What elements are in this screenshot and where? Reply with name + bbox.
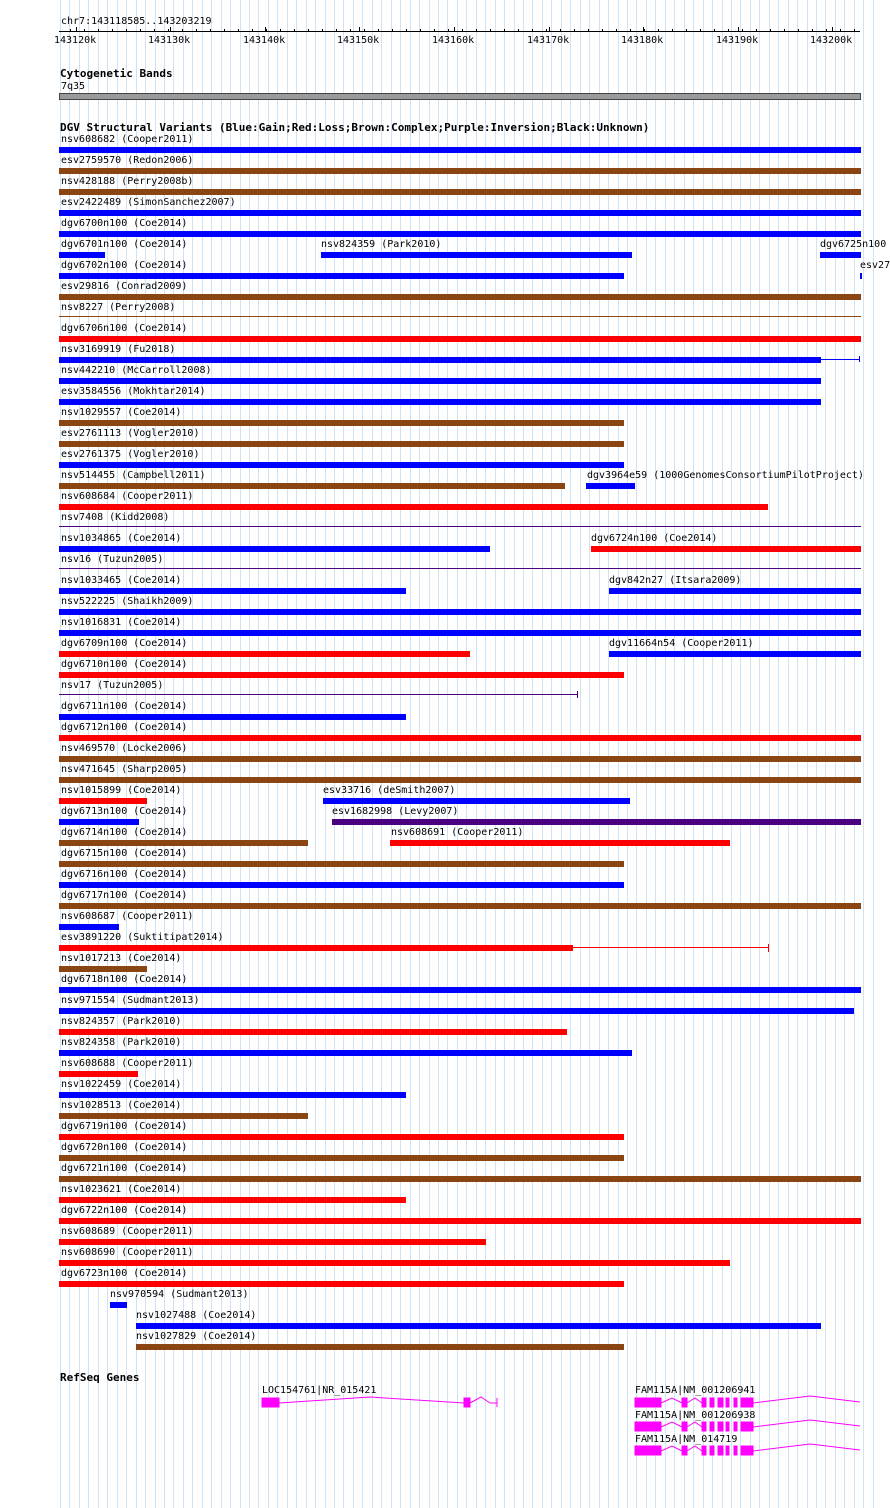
ruler-strand-mark [350, 29, 351, 31]
variant-bar[interactable] [59, 1071, 138, 1077]
gene-model-fam115a-2[interactable] [635, 1420, 860, 1431]
variant-bar[interactable] [59, 1134, 624, 1140]
ruler-strand-mark [770, 29, 771, 31]
variant-bar[interactable] [59, 1113, 308, 1119]
variant-bar[interactable] [59, 588, 406, 594]
ruler-strand-mark [826, 29, 827, 31]
ruler-strand-mark [854, 29, 855, 31]
ruler-strand-mark [546, 29, 547, 31]
variant-bar[interactable] [110, 1302, 127, 1308]
grid-line [740, 0, 741, 1508]
variant-bar[interactable] [59, 1176, 861, 1182]
ruler-tick [359, 27, 360, 32]
variant-label[interactable]: dgv6709n100 (Coe2014) [61, 638, 188, 649]
variant-tail [573, 947, 768, 948]
ruler-strand-mark [112, 29, 113, 31]
ruler-strand-mark [392, 29, 393, 31]
variant-bar[interactable] [59, 147, 861, 153]
ruler-strand-mark [294, 29, 295, 31]
variant-label[interactable]: esv33716 (deSmith2007) [323, 785, 456, 796]
ruler-strand-mark [322, 29, 323, 31]
variant-label[interactable]: nsv3169919 (Fu2018) [61, 344, 176, 355]
variant-end-tick [577, 691, 578, 698]
grid-line [750, 0, 751, 1508]
variant-bar[interactable] [59, 231, 861, 237]
variant-label[interactable]: nsv16 (Tuzun2005) [61, 554, 164, 565]
variant-bar[interactable] [59, 316, 861, 317]
variant-bar[interactable] [59, 378, 821, 384]
ruler-strand-mark [266, 29, 267, 31]
variant-bar[interactable] [59, 840, 308, 846]
grid-line [646, 0, 647, 1508]
variant-label[interactable]: nsv608689 (Cooper2011) [61, 1226, 194, 1237]
variant-bar[interactable] [59, 399, 821, 405]
variant-label[interactable]: nsv469570 (Locke2006) [61, 743, 188, 754]
ruler-strand-mark [700, 29, 701, 31]
variant-label[interactable]: esv3891220 (Suktitipat2014) [61, 932, 224, 943]
variant-bar[interactable] [59, 966, 147, 972]
ruler-strand-mark [630, 29, 631, 31]
grid-line [863, 0, 864, 1508]
ruler-strand-mark [686, 29, 687, 31]
variant-bar[interactable] [390, 840, 730, 846]
variant-bar[interactable] [59, 819, 139, 825]
variant-label[interactable]: nsv1022459 (Coe2014) [61, 1079, 182, 1090]
ruler-strand-mark [658, 29, 659, 31]
variant-label[interactable]: nsv7408 (Kidd2008) [61, 512, 170, 523]
gene-model-fam115a-1[interactable] [635, 1396, 860, 1407]
variant-bar[interactable] [332, 819, 861, 825]
ruler-strand-mark [238, 29, 239, 31]
grid-line [722, 0, 723, 1508]
ruler-strand-mark [84, 29, 85, 31]
ruler-strand-mark [364, 29, 365, 31]
variant-label[interactable]: dgv6720n100 (Coe2014) [61, 1142, 188, 1153]
variant-bar[interactable] [59, 1218, 861, 1224]
ruler-tick-label: 143200k [810, 35, 853, 46]
variant-bar[interactable] [59, 924, 119, 930]
variant-label[interactable]: dgv6723n100 (Coe2014) [61, 1268, 188, 1279]
variant-label[interactable]: nsv1015899 (Coe2014) [61, 785, 182, 796]
grid-line [627, 0, 628, 1508]
variant-bar[interactable] [591, 546, 861, 552]
ruler-tick [549, 27, 550, 32]
ruler-strand-mark [182, 29, 183, 31]
variant-label[interactable]: nsv1016831 (Coe2014) [61, 617, 182, 628]
variant-bar[interactable] [321, 252, 632, 258]
ruler-strand-mark [588, 29, 589, 31]
variant-tail-end [768, 944, 769, 952]
gene-label-loc154761[interactable]: LOC154761|NR_015421 [262, 1385, 377, 1396]
variant-label[interactable]: dgv6701n100 (Coe2014) [61, 239, 188, 250]
variant-bar[interactable] [59, 294, 861, 300]
ruler-strand-mark [490, 29, 491, 31]
variant-bar[interactable] [59, 630, 861, 636]
variant-label[interactable]: nsv608690 (Cooper2011) [61, 1247, 194, 1258]
variant-bar[interactable] [59, 568, 861, 569]
variant-bar[interactable] [59, 273, 624, 279]
ruler-tick-label: 143170k [527, 35, 570, 46]
variant-tail-end [859, 356, 860, 362]
grid-line [825, 0, 826, 1508]
ruler-tick-label: 143140k [243, 35, 286, 46]
variant-label[interactable]: dgv6721n100 (Coe2014) [61, 1163, 188, 1174]
ruler-strand-mark [714, 29, 715, 31]
ruler-strand-mark [840, 29, 841, 31]
grid-line [693, 0, 694, 1508]
ruler-strand-mark [518, 29, 519, 31]
ruler-strand-mark [756, 29, 757, 31]
variant-label[interactable]: dgv6718n100 (Coe2014) [61, 974, 188, 985]
variant-label[interactable]: nsv1033465 (Coe2014) [61, 575, 182, 586]
grid-line [712, 0, 713, 1508]
variant-bar[interactable] [59, 1155, 624, 1161]
gene-model-loc154761[interactable] [262, 1397, 497, 1407]
variant-bar[interactable] [59, 1008, 854, 1014]
cytoband-track-title[interactable]: Cytogenetic Bands [60, 67, 173, 80]
variant-label[interactable]: esv3584556 (Mokhtar2014) [61, 386, 206, 397]
variant-bar[interactable] [59, 903, 861, 909]
variant-label[interactable]: esv2761113 (Vogler2010) [61, 428, 200, 439]
variant-label[interactable]: dgv6717n100 (Coe2014) [61, 890, 188, 901]
variant-label[interactable]: esv29816 (Conrad2009) [61, 281, 188, 292]
ruler-strand-mark [98, 29, 99, 31]
gene-model-fam115a-3[interactable] [635, 1444, 860, 1455]
ruler-strand-mark [154, 29, 155, 31]
grid-line [835, 0, 836, 1508]
variant-label[interactable]: nsv1034865 (Coe2014) [61, 533, 182, 544]
ruler-strand-mark [406, 29, 407, 31]
variant-bar[interactable] [59, 861, 624, 867]
variant-bar[interactable] [59, 1092, 406, 1098]
variant-label[interactable]: dgv6725n100 [820, 239, 887, 250]
ruler-strand-mark [224, 29, 225, 31]
ruler-tick [454, 27, 455, 32]
ruler-tick-label: 143180k [621, 35, 664, 46]
variant-bar[interactable] [586, 483, 635, 489]
variant-label[interactable]: nsv824359 (Park2010) [321, 239, 442, 250]
ruler-strand-mark [196, 29, 197, 31]
variant-label[interactable]: nsv8227 (Perry2008) [61, 302, 176, 313]
variant-bar[interactable] [59, 357, 821, 363]
ruler-tick-label: 143190k [716, 35, 759, 46]
variant-bar[interactable] [59, 210, 861, 216]
ruler-strand-mark [574, 29, 575, 31]
variant-label[interactable]: dgv6715n100 (Coe2014) [61, 848, 188, 859]
ruler-strand-mark [728, 29, 729, 31]
variant-bar[interactable] [609, 588, 861, 594]
variant-label[interactable]: esv2759570 (Redon2006) [61, 155, 194, 166]
variant-bar[interactable] [59, 756, 861, 762]
variant-bar[interactable] [59, 546, 490, 552]
variant-bar[interactable] [59, 1239, 486, 1245]
grid-line [844, 0, 845, 1508]
ruler-strand-mark [504, 29, 505, 31]
refseq-genes-glyphs [0, 1380, 890, 1480]
ruler-tick-label: 143160k [432, 35, 475, 46]
ruler-strand-mark [126, 29, 127, 31]
variant-label[interactable]: nsv1029557 (Coe2014) [61, 407, 182, 418]
variant-bar[interactable] [59, 735, 861, 741]
variant-label[interactable]: esv27 [860, 260, 890, 271]
grid-line [788, 0, 789, 1508]
variant-bar[interactable] [59, 672, 624, 678]
gene-label-fam115a-1[interactable]: FAM115A|NM_001206941 [635, 1385, 756, 1396]
variant-label[interactable]: dgv6714n100 (Coe2014) [61, 827, 188, 838]
grid-line [674, 0, 675, 1508]
variant-label[interactable]: nsv1027829 (Coe2014) [136, 1331, 257, 1342]
variant-label[interactable]: nsv428188 (Perry2008b) [61, 176, 194, 187]
ruler-strand-mark [448, 29, 449, 31]
variant-bar[interactable] [59, 609, 861, 615]
refseq-track-title[interactable]: RefSeq Genes [60, 1371, 140, 1384]
variant-bar[interactable] [59, 462, 624, 468]
variant-label[interactable]: dgv6713n100 (Coe2014) [61, 806, 188, 817]
ruler-strand-mark [742, 29, 743, 31]
ruler-strand-mark [378, 29, 379, 31]
ruler-strand-mark [210, 29, 211, 31]
variant-label[interactable]: dgv842n27 (Itsara2009) [609, 575, 742, 586]
grid-line [759, 0, 760, 1508]
grid-line [703, 0, 704, 1508]
ruler-strand-mark [336, 29, 337, 31]
ruler-strand-mark [280, 29, 281, 31]
ruler-strand-mark [532, 29, 533, 31]
grid-line [769, 0, 770, 1508]
ruler-tick-label: 143120k [54, 35, 97, 46]
grid-line [731, 0, 732, 1508]
variant-label[interactable]: nsv17 (Tuzun2005) [61, 680, 164, 691]
grid-line [665, 0, 666, 1508]
variant-bar[interactable] [136, 1344, 624, 1350]
ruler-tick [738, 27, 739, 32]
variant-label[interactable]: dgv6719n100 (Coe2014) [61, 1121, 188, 1132]
ruler-tick-label: 143150k [337, 35, 380, 46]
variant-tail [821, 359, 860, 360]
variant-label[interactable]: dgv6724n100 (Coe2014) [591, 533, 718, 544]
variant-bar[interactable] [59, 441, 624, 447]
variant-label[interactable]: dgv6716n100 (Coe2014) [61, 869, 188, 880]
dgv-track-title[interactable]: DGV Structural Variants (Blue:Gain;Red:Loss;Brown:Complex;Purple:Inversion;Black:Unknown) [60, 121, 650, 134]
variant-label[interactable]: dgv6706n100 (Coe2014) [61, 323, 188, 334]
variant-bar[interactable] [323, 798, 630, 804]
variant-bar[interactable] [59, 694, 577, 695]
position-label: chr7:143118585..143203219 [61, 16, 212, 27]
variant-bar[interactable] [59, 945, 573, 951]
variant-label[interactable]: esv2761375 (Vogler2010) [61, 449, 200, 460]
variant-label[interactable]: nsv471645 (Sharp2005) [61, 764, 188, 775]
variant-label[interactable]: dgv6711n100 (Coe2014) [61, 701, 188, 712]
variant-bar[interactable] [59, 336, 861, 342]
ruler-strand-mark [784, 29, 785, 31]
ruler-strand-mark [812, 29, 813, 31]
variant-bar[interactable] [59, 189, 861, 195]
variant-label[interactable]: esv1682998 (Levy2007) [332, 806, 459, 817]
variant-bar[interactable] [59, 987, 861, 993]
variant-bar[interactable] [59, 483, 565, 489]
ruler-strand-mark [140, 29, 141, 31]
ruler-strand-mark [434, 29, 435, 31]
ruler-tick [170, 27, 171, 32]
variant-label[interactable]: dgv3964e59 (1000GenomesConsortiumPilotProject) [587, 470, 864, 481]
variant-bar[interactable] [59, 1197, 406, 1203]
variant-label[interactable]: nsv1028513 (Coe2014) [61, 1100, 182, 1111]
variant-label[interactable]: nsv514455 (Campbell2011) [61, 470, 206, 481]
cytoband-label: 7q35 [61, 81, 86, 92]
variant-label[interactable]: nsv608682 (Cooper2011) [61, 134, 194, 145]
variant-label[interactable]: dgv6722n100 (Coe2014) [61, 1205, 188, 1216]
variant-label[interactable]: nsv1017213 (Coe2014) [61, 953, 182, 964]
ruler-strand-mark [672, 29, 673, 31]
grid-line [655, 0, 656, 1508]
grid-line [807, 0, 808, 1508]
grid-line [797, 0, 798, 1508]
gene-label-fam115a-3[interactable]: FAM115A|NM_014719 [635, 1434, 738, 1445]
variant-bar[interactable] [59, 1050, 632, 1056]
variant-bar[interactable] [59, 651, 470, 657]
variant-bar[interactable] [59, 526, 861, 527]
ruler-strand-mark [70, 29, 71, 31]
grid-line [684, 0, 685, 1508]
variant-label[interactable]: nsv608688 (Cooper2011) [61, 1058, 194, 1069]
variant-bar[interactable] [59, 1260, 730, 1266]
ruler-strand-mark [602, 29, 603, 31]
variant-label[interactable]: dgv11664n54 (Cooper2011) [609, 638, 754, 649]
variant-label[interactable]: dgv6700n100 (Coe2014) [61, 218, 188, 229]
variant-bar[interactable] [59, 504, 768, 510]
grid-line [873, 0, 874, 1508]
ruler-strand-mark [168, 29, 169, 31]
ruler-strand-mark [616, 29, 617, 31]
variant-label[interactable]: nsv608684 (Cooper2011) [61, 491, 194, 502]
variant-label[interactable]: nsv970594 (Sudmant2013) [110, 1289, 249, 1300]
variant-bar[interactable] [59, 168, 861, 174]
ruler-tick [832, 27, 833, 32]
ruler-tick-label: 143130k [148, 35, 191, 46]
variant-label[interactable]: nsv608691 (Cooper2011) [391, 827, 524, 838]
ruler-strand-mark [308, 29, 309, 31]
grid-line [778, 0, 779, 1508]
gene-label-fam115a-2[interactable]: FAM115A|NM_001206938 [635, 1410, 756, 1421]
variant-label[interactable]: esv2422489 (SimonSanchez2007) [61, 197, 236, 208]
grid-line [636, 0, 637, 1508]
grid-line [854, 0, 855, 1508]
variant-bar[interactable] [59, 798, 147, 804]
variant-label[interactable]: dgv6710n100 (Coe2014) [61, 659, 188, 670]
variant-bar[interactable] [59, 252, 105, 258]
variant-bar[interactable] [59, 777, 861, 783]
variant-label[interactable]: nsv824358 (Park2010) [61, 1037, 182, 1048]
ruler-strand-mark [476, 29, 477, 31]
variant-bar[interactable] [59, 714, 406, 720]
variant-bar[interactable] [136, 1323, 821, 1329]
variant-label[interactable]: nsv1027488 (Coe2014) [136, 1310, 257, 1321]
ruler-strand-mark [420, 29, 421, 31]
variant-label[interactable]: nsv971554 (Sudmant2013) [61, 995, 200, 1006]
variant-bar[interactable] [59, 1281, 624, 1287]
variant-label[interactable]: dgv6712n100 (Coe2014) [61, 722, 188, 733]
variant-label[interactable]: nsv442210 (McCarroll2008) [61, 365, 212, 376]
ruler-strand-mark [798, 29, 799, 31]
variant-label[interactable]: nsv824357 (Park2010) [61, 1016, 182, 1027]
variant-bar[interactable] [59, 420, 624, 426]
variant-label[interactable]: nsv608687 (Cooper2011) [61, 911, 194, 922]
ruler-strand-mark [252, 29, 253, 31]
variant-bar[interactable] [860, 273, 862, 279]
variant-bar[interactable] [59, 1029, 567, 1035]
grid-line [816, 0, 817, 1508]
ruler-strand-mark [560, 29, 561, 31]
variant-label[interactable]: nsv1023621 (Coe2014) [61, 1184, 182, 1195]
chromosome-ideogram[interactable] [59, 93, 861, 100]
variant-bar[interactable] [820, 252, 861, 258]
ruler-strand-mark [644, 29, 645, 31]
ruler-line [59, 31, 860, 32]
ruler-strand-mark [462, 29, 463, 31]
variant-label[interactable]: dgv6702n100 (Coe2014) [61, 260, 188, 271]
variant-label[interactable]: nsv522225 (Shaikh2009) [61, 596, 194, 607]
ruler-tick [76, 27, 77, 32]
variant-bar[interactable] [59, 882, 624, 888]
variant-bar[interactable] [609, 651, 861, 657]
